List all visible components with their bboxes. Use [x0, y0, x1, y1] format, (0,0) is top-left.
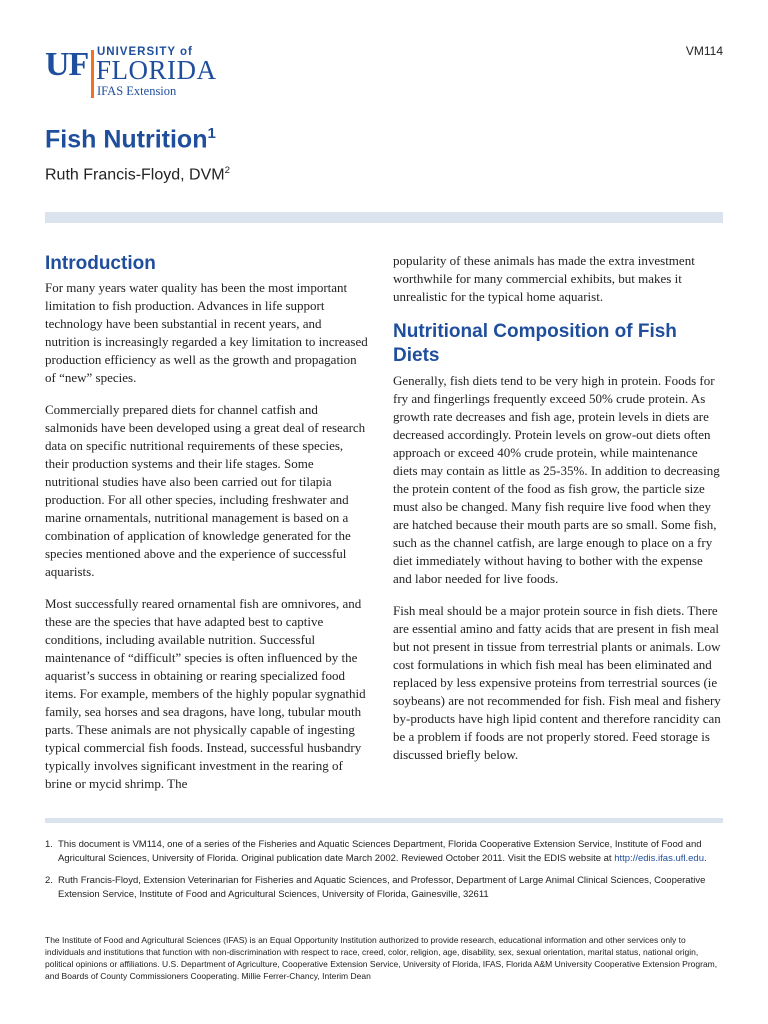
paragraph: Generally, fish diets tend to be very high in protein. Foods for fry and fingerlings frequently exceed 50% crude protein. As growth rate decreases and fish age, protein levels in diets are decreased accordingly. Protein levels on grow-out diets often approach or exceed 40% crude protein, while maintenance diets may contain as little as 25-35%. In addition to decreasing the protein content of the food as fish grow, the particle size must also be changed. Many fish require live food when they are hatched because their mouth parts are so small. Some fish, such as the channel catfish, are large enough to place on a fry diet immediately without having to bother with the expense and labor needed for live foods. [393, 373, 720, 586]
logo-university-of: UNIVERSITY of [97, 46, 193, 58]
footnote-divider [45, 818, 723, 823]
title-text: Fish Nutrition [45, 125, 208, 154]
footnote-end: . [703, 853, 707, 864]
footnote-1 [45, 838, 723, 866]
author-footnote-ref[interactable]: 2 [224, 165, 230, 176]
paragraph: Commercially prepared diets for channel catfish and salmonids have been developed using a great deal of research data on specific nutritional requirements of these species, their production systems and their life stages. Some nutritional studies have also been carried out for tilapia production. For all other species, including freshwater and marine ornamentals, nutritional management is based on a combination of application of knowledge generated for the species mentioned above and the experience of successful aquarists. [45, 402, 366, 579]
author-name: Ruth Francis-Floyd, DVM [45, 166, 225, 184]
footnote-number: 1. [45, 839, 53, 850]
page-title [45, 118, 216, 155]
title-footnote-ref[interactable]: 1 [207, 125, 216, 142]
section-heading-introduction: Introduction [45, 253, 156, 274]
footnote-text: This document is VM114, one of a series of the Fisheries and Aquatic Sciences Department, Florida Cooperative Extension Service, Institute of Food and Agricultural Sciences, University of Florida. Original publication date March 2002. Reviewed October 2011. Visit the EDIS website at [58, 839, 702, 864]
edis-link[interactable]: http://edis.ifas.ufl.edu [614, 853, 704, 864]
logo-uf-mark: UF [45, 46, 89, 83]
footnote-2 [45, 874, 723, 902]
left-column [45, 252, 369, 807]
footnote-text: Ruth Francis-Floyd, Extension Veterinarian for Fisheries and Aquatic Sciences, and Professor, Department of Large Animal Clinical Sciences, Cooperative Extension Service, Institute of Food and Agricultural Sciences, University of Florida, Gainesville, 32611 [58, 875, 706, 900]
logo-divider [91, 50, 94, 98]
right-column [393, 252, 723, 778]
equal-opportunity-disclaimer: The Institute of Food and Agricultural Sciences (IFAS) is an Equal Opportunity Institution authorized to provide research, educational information and other services only to individuals and institutions that function with non-discrimination with respect to race, creed, color, religion, age, disability, sex, sexual orientation, marital status, national origin, political opinions or affiliations. U.S. Department of Agriculture, Cooperative Extension Service, University of Florida, IFAS, Florida A&M University Cooperative Extension Program, and Boards of County Commissioners Cooperating. Millie Ferrer-Chancy, Interim Dean [45, 935, 718, 981]
paragraph-continuation: popularity of these animals has made the extra investment worthwhile for many commercial exhibits, but makes it unrealistic for the typical home aquarist. [393, 253, 695, 304]
section-heading-nutritional-composition: Nutritional Composition of Fish Diets [393, 321, 677, 366]
logo-ifas-extension: IFAS Extension [97, 84, 177, 98]
author-line [45, 160, 230, 186]
paragraph: Fish meal should be a major protein source in fish diets. There are essential amino and fatty acids that are present in fish meal but not present in tissue from terrestrial plants or animals. Low cost formulations in which fish meal has been eliminated and replaced by less expensive proteins from terrestrial sources (ie soybeans) are not recommended for fish. Fish meal and fishery by-products have high lipid content and therefore rancidity can be a problem if foods are not properly stored. Feed storage is discussed briefly below. [393, 603, 721, 762]
document-id: VM114 [685, 44, 723, 58]
header-divider [45, 212, 723, 223]
footnotes [45, 838, 723, 910]
logo-florida: FLORIDA [96, 55, 217, 85]
paragraph: For many years water quality has been the most important limitation to fish production. Advances in life support technology have been substantial in recent years, and nutrition is increasingly regarded a key limitation to increased production efficiency as well as the growth and propagation of “new” species. [45, 280, 368, 385]
footnote-number: 2. [45, 875, 53, 886]
paragraph: Most successfully reared ornamental fish are omnivores, and these are the species that have adapted best to captive conditions, including available nutrition. Successful maintenance of “difficult” species is often influenced by the aquarist’s success in obtaining or rearing specialized food items. For example, members of the highly popular sygnathid family, sea horses and sea dragons, have long, tubular mouth parts. These animals are not physically capable of ingesting typical commercial fish foods. Instead, successful husbandry typically involves significant investment in the rearing of brine or mycid shrimp. The [45, 596, 366, 791]
uf-ifas-logo [45, 44, 215, 102]
